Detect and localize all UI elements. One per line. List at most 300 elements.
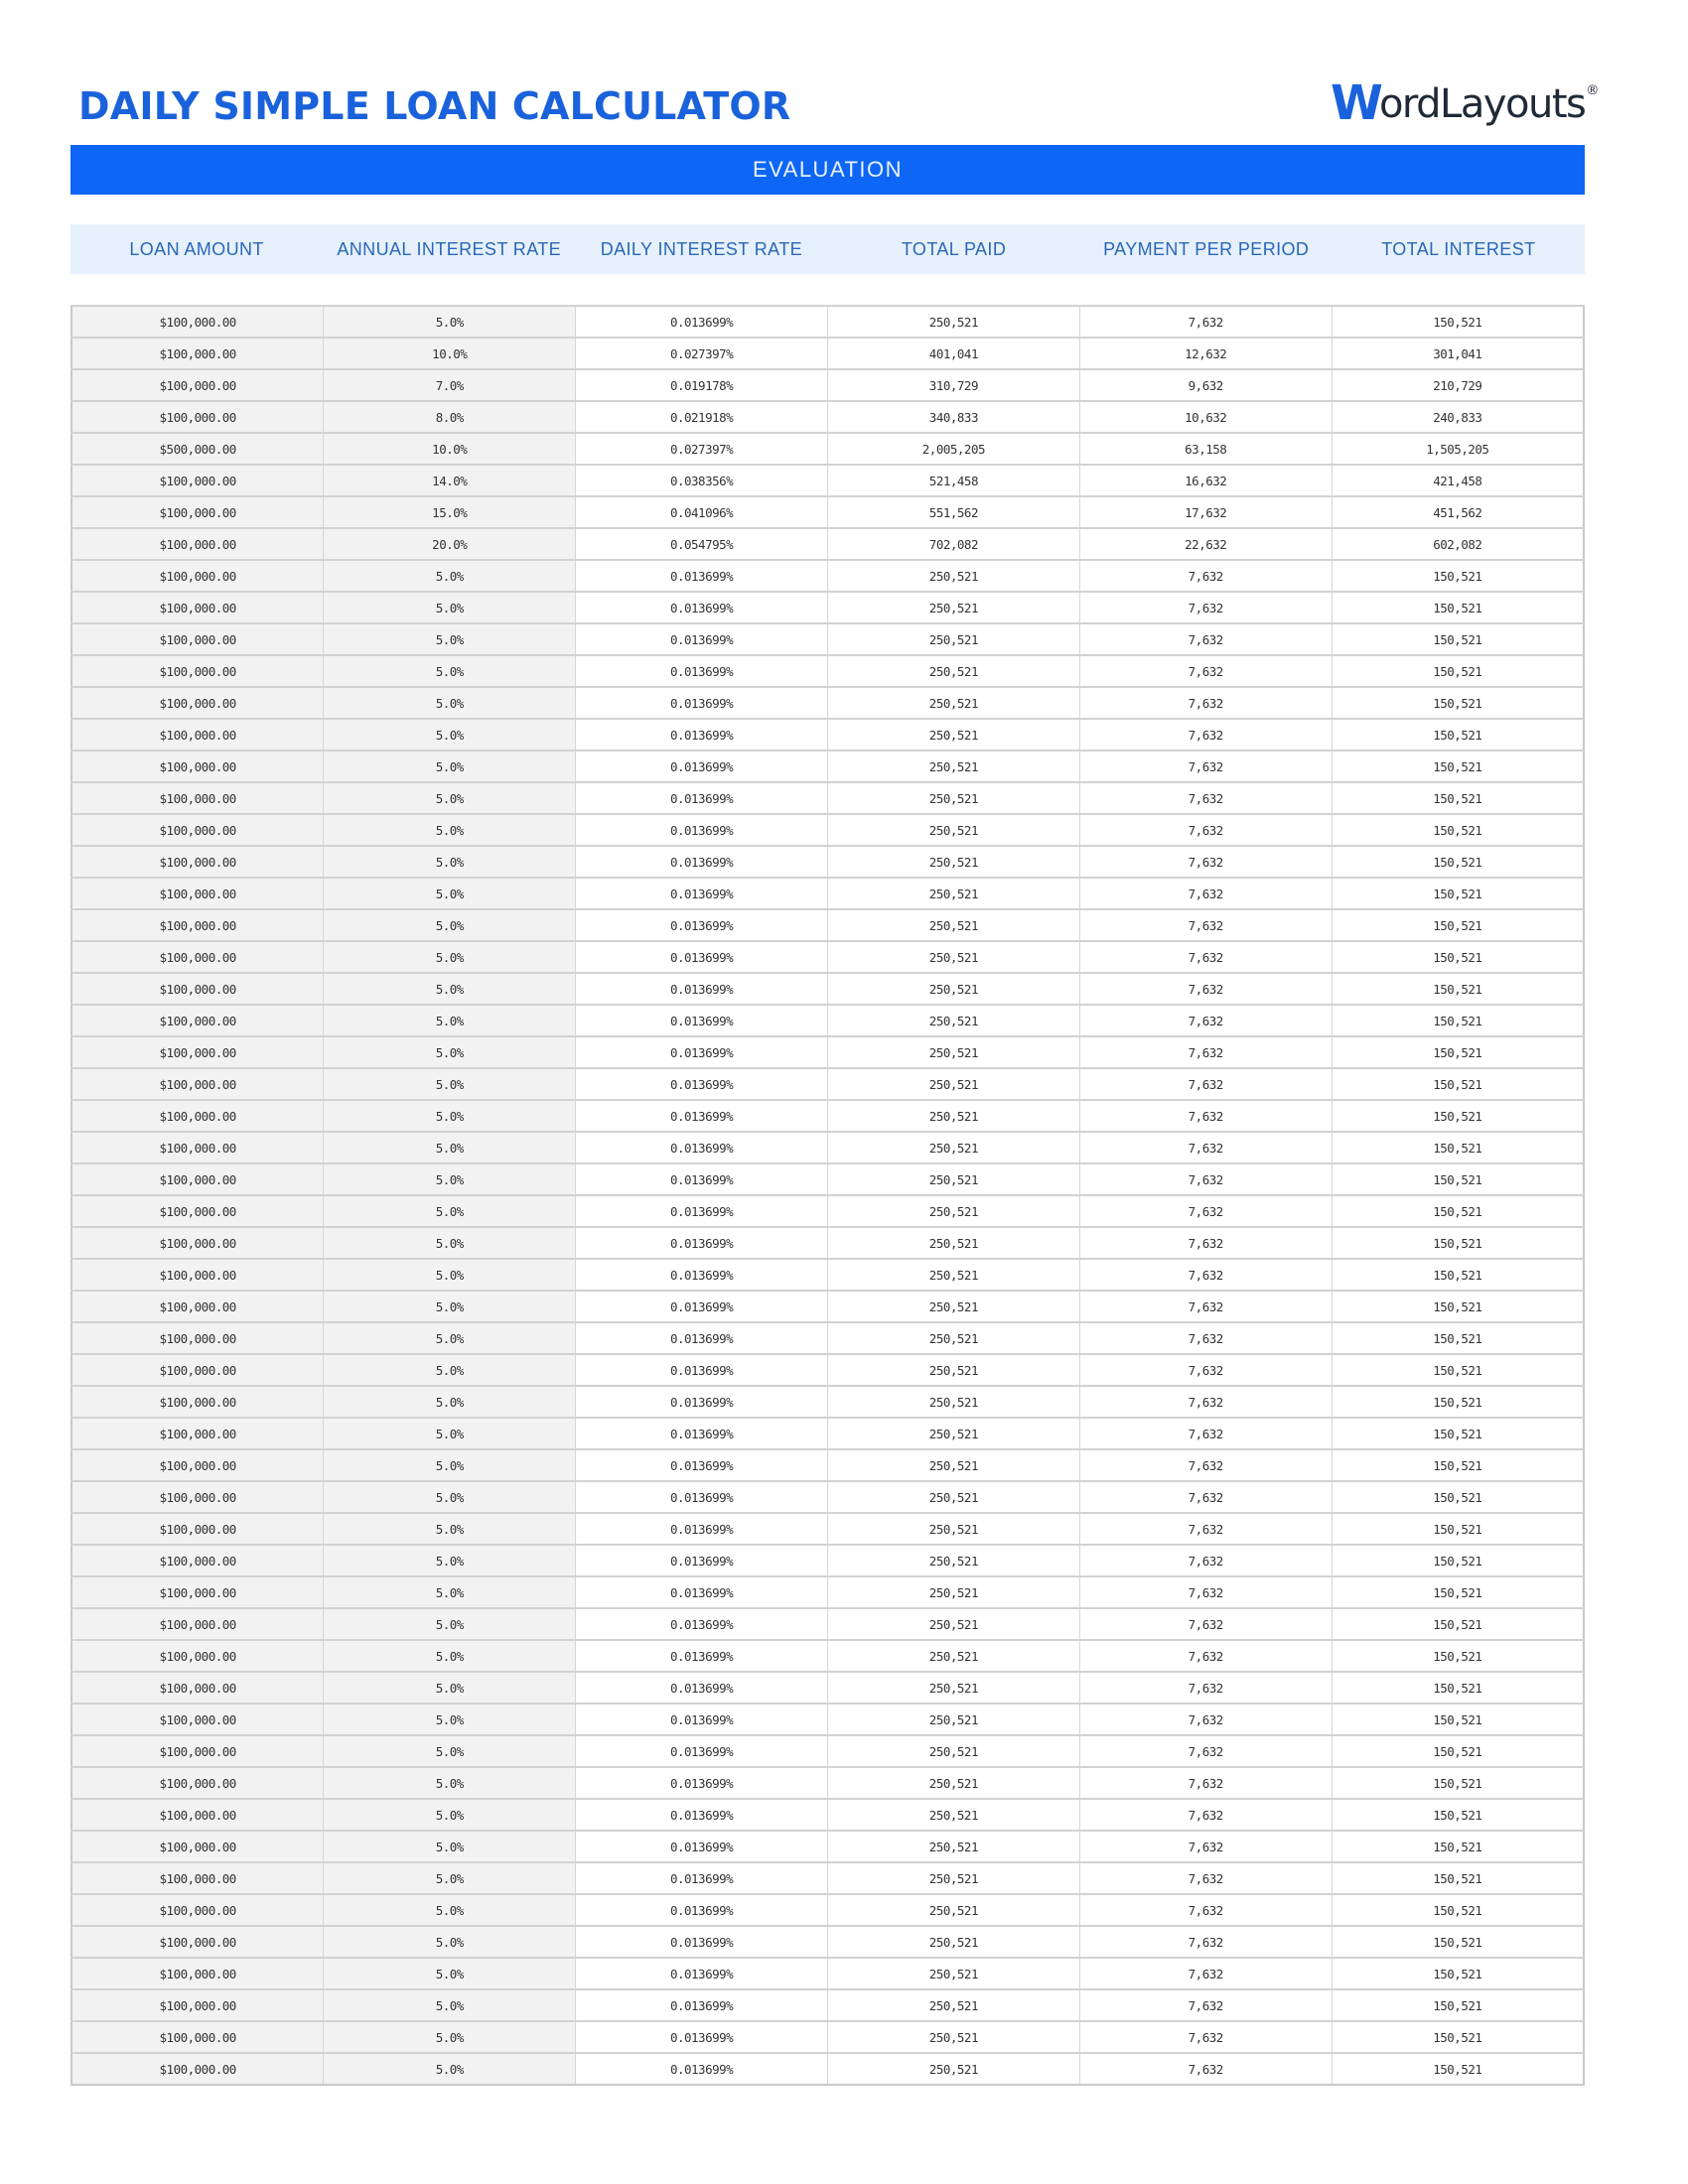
total-paid-cell[interactable]: 250,521	[827, 1322, 1079, 1354]
daily-rate-cell[interactable]: 0.013699%	[576, 782, 828, 814]
daily-rate-cell[interactable]: 0.013699%	[576, 1799, 828, 1831]
annual-rate-cell[interactable]: 5.0%	[324, 751, 576, 782]
total-paid-cell[interactable]: 250,521	[827, 878, 1079, 909]
annual-rate-cell[interactable]: 5.0%	[324, 1831, 576, 1862]
annual-rate-cell[interactable]: 8.0%	[324, 401, 576, 433]
annual-rate-cell[interactable]: 5.0%	[324, 1259, 576, 1291]
total-paid-cell[interactable]: 340,833	[827, 401, 1079, 433]
loan-amount-cell[interactable]: $100,000.00	[71, 1354, 324, 1386]
annual-rate-cell[interactable]: 5.0%	[324, 1132, 576, 1163]
daily-rate-cell[interactable]: 0.013699%	[576, 846, 828, 878]
daily-rate-cell[interactable]: 0.054795%	[576, 528, 828, 560]
total-interest-cell[interactable]: 150,521	[1332, 687, 1584, 719]
total-interest-cell[interactable]: 150,521	[1332, 1831, 1584, 1862]
payment-per-period-cell[interactable]: 7,632	[1079, 909, 1332, 941]
loan-amount-cell[interactable]: $100,000.00	[71, 1005, 324, 1036]
total-paid-cell[interactable]: 250,521	[827, 1132, 1079, 1163]
payment-per-period-cell[interactable]: 7,632	[1079, 814, 1332, 846]
total-paid-cell[interactable]: 250,521	[827, 1831, 1079, 1862]
loan-amount-cell[interactable]: $100,000.00	[71, 1672, 324, 1704]
payment-per-period-cell[interactable]: 7,632	[1079, 560, 1332, 592]
loan-amount-cell[interactable]: $100,000.00	[71, 878, 324, 909]
payment-per-period-cell[interactable]: 7,632	[1079, 719, 1332, 751]
daily-rate-cell[interactable]: 0.021918%	[576, 401, 828, 433]
total-paid-cell[interactable]: 310,729	[827, 369, 1079, 401]
payment-per-period-cell[interactable]: 7,632	[1079, 1672, 1332, 1704]
annual-rate-cell[interactable]: 5.0%	[324, 941, 576, 973]
annual-rate-cell[interactable]: 5.0%	[324, 782, 576, 814]
total-paid-cell[interactable]: 250,521	[827, 1005, 1079, 1036]
total-interest-cell[interactable]: 150,521	[1332, 782, 1584, 814]
payment-per-period-cell[interactable]: 7,632	[1079, 973, 1332, 1005]
loan-amount-cell[interactable]: $100,000.00	[71, 528, 324, 560]
daily-rate-cell[interactable]: 0.013699%	[576, 909, 828, 941]
loan-amount-cell[interactable]: $100,000.00	[71, 1958, 324, 1989]
payment-per-period-cell[interactable]: 16,632	[1079, 465, 1332, 496]
payment-per-period-cell[interactable]: 7,632	[1079, 1989, 1332, 2021]
daily-rate-cell[interactable]: 0.013699%	[576, 1291, 828, 1322]
total-interest-cell[interactable]: 150,521	[1332, 1672, 1584, 1704]
total-interest-cell[interactable]: 150,521	[1332, 1799, 1584, 1831]
total-interest-cell[interactable]: 150,521	[1332, 592, 1584, 623]
total-interest-cell[interactable]: 150,521	[1332, 1576, 1584, 1608]
total-paid-cell[interactable]: 250,521	[827, 719, 1079, 751]
loan-amount-cell[interactable]: $100,000.00	[71, 1640, 324, 1672]
total-paid-cell[interactable]: 250,521	[827, 560, 1079, 592]
loan-amount-cell[interactable]: $100,000.00	[71, 1418, 324, 1449]
daily-rate-cell[interactable]: 0.013699%	[576, 623, 828, 655]
annual-rate-cell[interactable]: 5.0%	[324, 1862, 576, 1894]
loan-amount-cell[interactable]: $100,000.00	[71, 687, 324, 719]
total-paid-cell[interactable]: 250,521	[827, 1100, 1079, 1132]
total-paid-cell[interactable]: 250,521	[827, 751, 1079, 782]
daily-rate-cell[interactable]: 0.013699%	[576, 1195, 828, 1227]
daily-rate-cell[interactable]: 0.013699%	[576, 1418, 828, 1449]
total-paid-cell[interactable]: 250,521	[827, 1989, 1079, 2021]
loan-amount-cell[interactable]: $100,000.00	[71, 1831, 324, 1862]
annual-rate-cell[interactable]: 5.0%	[324, 1989, 576, 2021]
payment-per-period-cell[interactable]: 7,632	[1079, 687, 1332, 719]
loan-amount-cell[interactable]: $100,000.00	[71, 909, 324, 941]
annual-rate-cell[interactable]: 5.0%	[324, 1481, 576, 1513]
total-paid-cell[interactable]: 250,521	[827, 1481, 1079, 1513]
total-paid-cell[interactable]: 551,562	[827, 496, 1079, 528]
total-interest-cell[interactable]: 240,833	[1332, 401, 1584, 433]
annual-rate-cell[interactable]: 5.0%	[324, 655, 576, 687]
total-paid-cell[interactable]: 250,521	[827, 1894, 1079, 1926]
total-interest-cell[interactable]: 150,521	[1332, 1259, 1584, 1291]
annual-rate-cell[interactable]: 5.0%	[324, 623, 576, 655]
loan-amount-cell[interactable]: $100,000.00	[71, 1704, 324, 1735]
payment-per-period-cell[interactable]: 12,632	[1079, 338, 1332, 369]
daily-rate-cell[interactable]: 0.013699%	[576, 1545, 828, 1576]
loan-amount-cell[interactable]: $100,000.00	[71, 1195, 324, 1227]
annual-rate-cell[interactable]: 5.0%	[324, 1354, 576, 1386]
annual-rate-cell[interactable]: 5.0%	[324, 1100, 576, 1132]
daily-rate-cell[interactable]: 0.013699%	[576, 306, 828, 338]
payment-per-period-cell[interactable]: 7,632	[1079, 2053, 1332, 2085]
total-paid-cell[interactable]: 250,521	[827, 973, 1079, 1005]
total-interest-cell[interactable]: 150,521	[1332, 1767, 1584, 1799]
total-paid-cell[interactable]: 401,041	[827, 338, 1079, 369]
total-paid-cell[interactable]: 250,521	[827, 909, 1079, 941]
payment-per-period-cell[interactable]: 7,632	[1079, 878, 1332, 909]
loan-amount-cell[interactable]: $100,000.00	[71, 973, 324, 1005]
loan-amount-cell[interactable]: $100,000.00	[71, 1322, 324, 1354]
total-interest-cell[interactable]: 150,521	[1332, 2021, 1584, 2053]
total-interest-cell[interactable]: 602,082	[1332, 528, 1584, 560]
loan-amount-cell[interactable]: $100,000.00	[71, 1481, 324, 1513]
loan-amount-cell[interactable]: $100,000.00	[71, 1767, 324, 1799]
payment-per-period-cell[interactable]: 7,632	[1079, 941, 1332, 973]
daily-rate-cell[interactable]: 0.013699%	[576, 1481, 828, 1513]
total-interest-cell[interactable]: 150,521	[1332, 1704, 1584, 1735]
daily-rate-cell[interactable]: 0.027397%	[576, 433, 828, 465]
annual-rate-cell[interactable]: 5.0%	[324, 1291, 576, 1322]
daily-rate-cell[interactable]: 0.013699%	[576, 1831, 828, 1862]
total-interest-cell[interactable]: 150,521	[1332, 751, 1584, 782]
annual-rate-cell[interactable]: 5.0%	[324, 560, 576, 592]
annual-rate-cell[interactable]: 5.0%	[324, 1608, 576, 1640]
total-paid-cell[interactable]: 250,521	[827, 1767, 1079, 1799]
annual-rate-cell[interactable]: 5.0%	[324, 1386, 576, 1418]
loan-amount-cell[interactable]: $100,000.00	[71, 1227, 324, 1259]
payment-per-period-cell[interactable]: 7,632	[1079, 1608, 1332, 1640]
daily-rate-cell[interactable]: 0.013699%	[576, 1894, 828, 1926]
loan-amount-cell[interactable]: $100,000.00	[71, 592, 324, 623]
payment-per-period-cell[interactable]: 7,632	[1079, 1100, 1332, 1132]
total-paid-cell[interactable]: 250,521	[827, 1259, 1079, 1291]
total-paid-cell[interactable]: 250,521	[827, 1449, 1079, 1481]
payment-per-period-cell[interactable]: 7,632	[1079, 1640, 1332, 1672]
annual-rate-cell[interactable]: 5.0%	[324, 1418, 576, 1449]
payment-per-period-cell[interactable]: 7,632	[1079, 1513, 1332, 1545]
daily-rate-cell[interactable]: 0.013699%	[576, 655, 828, 687]
loan-amount-cell[interactable]: $100,000.00	[71, 1576, 324, 1608]
total-paid-cell[interactable]: 250,521	[827, 592, 1079, 623]
payment-per-period-cell[interactable]: 17,632	[1079, 496, 1332, 528]
total-interest-cell[interactable]: 301,041	[1332, 338, 1584, 369]
total-paid-cell[interactable]: 250,521	[827, 1958, 1079, 1989]
total-paid-cell[interactable]: 250,521	[827, 1195, 1079, 1227]
payment-per-period-cell[interactable]: 7,632	[1079, 846, 1332, 878]
daily-rate-cell[interactable]: 0.013699%	[576, 1989, 828, 2021]
payment-per-period-cell[interactable]: 7,632	[1079, 1449, 1332, 1481]
annual-rate-cell[interactable]: 5.0%	[324, 909, 576, 941]
total-interest-cell[interactable]: 150,521	[1332, 1100, 1584, 1132]
daily-rate-cell[interactable]: 0.013699%	[576, 751, 828, 782]
daily-rate-cell[interactable]: 0.013699%	[576, 1640, 828, 1672]
loan-amount-cell[interactable]: $100,000.00	[71, 1291, 324, 1322]
loan-amount-cell[interactable]: $100,000.00	[71, 401, 324, 433]
total-interest-cell[interactable]: 150,521	[1332, 1513, 1584, 1545]
payment-per-period-cell[interactable]: 7,632	[1079, 1386, 1332, 1418]
payment-per-period-cell[interactable]: 7,632	[1079, 1005, 1332, 1036]
daily-rate-cell[interactable]: 0.019178%	[576, 369, 828, 401]
daily-rate-cell[interactable]: 0.013699%	[576, 1862, 828, 1894]
loan-amount-cell[interactable]: $100,000.00	[71, 560, 324, 592]
payment-per-period-cell[interactable]: 7,632	[1079, 2021, 1332, 2053]
annual-rate-cell[interactable]: 5.0%	[324, 878, 576, 909]
total-interest-cell[interactable]: 150,521	[1332, 973, 1584, 1005]
total-paid-cell[interactable]: 521,458	[827, 465, 1079, 496]
total-paid-cell[interactable]: 250,521	[827, 1862, 1079, 1894]
daily-rate-cell[interactable]: 0.013699%	[576, 1576, 828, 1608]
total-interest-cell[interactable]: 150,521	[1332, 719, 1584, 751]
total-paid-cell[interactable]: 250,521	[827, 846, 1079, 878]
loan-amount-cell[interactable]: $100,000.00	[71, 1036, 324, 1068]
total-interest-cell[interactable]: 150,521	[1332, 1989, 1584, 2021]
daily-rate-cell[interactable]: 0.013699%	[576, 814, 828, 846]
daily-rate-cell[interactable]: 0.013699%	[576, 687, 828, 719]
loan-amount-cell[interactable]: $100,000.00	[71, 1926, 324, 1958]
daily-rate-cell[interactable]: 0.013699%	[576, 1704, 828, 1735]
daily-rate-cell[interactable]: 0.013699%	[576, 1036, 828, 1068]
annual-rate-cell[interactable]: 5.0%	[324, 1704, 576, 1735]
annual-rate-cell[interactable]: 5.0%	[324, 1958, 576, 1989]
daily-rate-cell[interactable]: 0.013699%	[576, 1513, 828, 1545]
total-interest-cell[interactable]: 451,562	[1332, 496, 1584, 528]
annual-rate-cell[interactable]: 5.0%	[324, 1449, 576, 1481]
daily-rate-cell[interactable]: 0.013699%	[576, 1132, 828, 1163]
total-interest-cell[interactable]: 150,521	[1332, 1005, 1584, 1036]
total-paid-cell[interactable]: 250,521	[827, 1354, 1079, 1386]
annual-rate-cell[interactable]: 5.0%	[324, 1672, 576, 1704]
loan-amount-cell[interactable]: $100,000.00	[71, 1449, 324, 1481]
loan-amount-cell[interactable]: $100,000.00	[71, 1799, 324, 1831]
loan-amount-cell[interactable]: $100,000.00	[71, 1862, 324, 1894]
payment-per-period-cell[interactable]: 7,632	[1079, 1068, 1332, 1100]
loan-amount-cell[interactable]: $100,000.00	[71, 623, 324, 655]
payment-per-period-cell[interactable]: 7,632	[1079, 1767, 1332, 1799]
total-interest-cell[interactable]: 150,521	[1332, 306, 1584, 338]
annual-rate-cell[interactable]: 5.0%	[324, 1926, 576, 1958]
total-interest-cell[interactable]: 150,521	[1332, 846, 1584, 878]
total-interest-cell[interactable]: 150,521	[1332, 623, 1584, 655]
loan-amount-cell[interactable]: $100,000.00	[71, 1513, 324, 1545]
total-paid-cell[interactable]: 250,521	[827, 1672, 1079, 1704]
daily-rate-cell[interactable]: 0.013699%	[576, 719, 828, 751]
payment-per-period-cell[interactable]: 7,632	[1079, 1831, 1332, 1862]
annual-rate-cell[interactable]: 5.0%	[324, 1036, 576, 1068]
total-interest-cell[interactable]: 150,521	[1332, 1545, 1584, 1576]
total-paid-cell[interactable]: 250,521	[827, 1640, 1079, 1672]
loan-amount-cell[interactable]: $100,000.00	[71, 846, 324, 878]
total-interest-cell[interactable]: 150,521	[1332, 1418, 1584, 1449]
loan-amount-cell[interactable]: $100,000.00	[71, 1259, 324, 1291]
payment-per-period-cell[interactable]: 7,632	[1079, 751, 1332, 782]
loan-amount-cell[interactable]: $100,000.00	[71, 306, 324, 338]
payment-per-period-cell[interactable]: 22,632	[1079, 528, 1332, 560]
payment-per-period-cell[interactable]: 63,158	[1079, 433, 1332, 465]
total-interest-cell[interactable]: 150,521	[1332, 814, 1584, 846]
daily-rate-cell[interactable]: 0.027397%	[576, 338, 828, 369]
payment-per-period-cell[interactable]: 7,632	[1079, 1418, 1332, 1449]
payment-per-period-cell[interactable]: 7,632	[1079, 1227, 1332, 1259]
total-paid-cell[interactable]: 2,005,205	[827, 433, 1079, 465]
daily-rate-cell[interactable]: 0.013699%	[576, 560, 828, 592]
total-interest-cell[interactable]: 150,521	[1332, 1926, 1584, 1958]
total-paid-cell[interactable]: 250,521	[827, 1513, 1079, 1545]
total-paid-cell[interactable]: 250,521	[827, 1386, 1079, 1418]
payment-per-period-cell[interactable]: 7,632	[1079, 1322, 1332, 1354]
loan-amount-cell[interactable]: $100,000.00	[71, 2021, 324, 2053]
annual-rate-cell[interactable]: 5.0%	[324, 1735, 576, 1767]
daily-rate-cell[interactable]: 0.013699%	[576, 1386, 828, 1418]
total-paid-cell[interactable]: 250,521	[827, 1704, 1079, 1735]
payment-per-period-cell[interactable]: 7,632	[1079, 1259, 1332, 1291]
daily-rate-cell[interactable]: 0.013699%	[576, 2053, 828, 2085]
total-interest-cell[interactable]: 150,521	[1332, 1291, 1584, 1322]
daily-rate-cell[interactable]: 0.013699%	[576, 1449, 828, 1481]
annual-rate-cell[interactable]: 5.0%	[324, 1576, 576, 1608]
annual-rate-cell[interactable]: 15.0%	[324, 496, 576, 528]
total-interest-cell[interactable]: 150,521	[1332, 1227, 1584, 1259]
annual-rate-cell[interactable]: 5.0%	[324, 306, 576, 338]
total-paid-cell[interactable]: 250,521	[827, 1576, 1079, 1608]
payment-per-period-cell[interactable]: 7,632	[1079, 1195, 1332, 1227]
annual-rate-cell[interactable]: 5.0%	[324, 1640, 576, 1672]
total-paid-cell[interactable]: 250,521	[827, 1735, 1079, 1767]
total-interest-cell[interactable]: 150,521	[1332, 909, 1584, 941]
loan-amount-cell[interactable]: $100,000.00	[71, 1545, 324, 1576]
total-paid-cell[interactable]: 250,521	[827, 687, 1079, 719]
daily-rate-cell[interactable]: 0.013699%	[576, 1608, 828, 1640]
annual-rate-cell[interactable]: 5.0%	[324, 1195, 576, 1227]
annual-rate-cell[interactable]: 5.0%	[324, 719, 576, 751]
loan-amount-cell[interactable]: $100,000.00	[71, 338, 324, 369]
loan-amount-cell[interactable]: $100,000.00	[71, 751, 324, 782]
annual-rate-cell[interactable]: 20.0%	[324, 528, 576, 560]
annual-rate-cell[interactable]: 5.0%	[324, 1005, 576, 1036]
daily-rate-cell[interactable]: 0.013699%	[576, 1100, 828, 1132]
annual-rate-cell[interactable]: 5.0%	[324, 1322, 576, 1354]
annual-rate-cell[interactable]: 5.0%	[324, 592, 576, 623]
total-interest-cell[interactable]: 150,521	[1332, 1036, 1584, 1068]
loan-amount-cell[interactable]: $100,000.00	[71, 1132, 324, 1163]
annual-rate-cell[interactable]: 5.0%	[324, 1799, 576, 1831]
total-paid-cell[interactable]: 250,521	[827, 1227, 1079, 1259]
loan-amount-cell[interactable]: $100,000.00	[71, 1735, 324, 1767]
annual-rate-cell[interactable]: 5.0%	[324, 1227, 576, 1259]
annual-rate-cell[interactable]: 14.0%	[324, 465, 576, 496]
annual-rate-cell[interactable]: 10.0%	[324, 433, 576, 465]
loan-amount-cell[interactable]: $100,000.00	[71, 496, 324, 528]
payment-per-period-cell[interactable]: 7,632	[1079, 1958, 1332, 1989]
total-paid-cell[interactable]: 250,521	[827, 2053, 1079, 2085]
annual-rate-cell[interactable]: 5.0%	[324, 2021, 576, 2053]
total-interest-cell[interactable]: 150,521	[1332, 1894, 1584, 1926]
payment-per-period-cell[interactable]: 7,632	[1079, 1354, 1332, 1386]
payment-per-period-cell[interactable]: 7,632	[1079, 1735, 1332, 1767]
loan-amount-cell[interactable]: $500,000.00	[71, 433, 324, 465]
total-interest-cell[interactable]: 150,521	[1332, 1449, 1584, 1481]
daily-rate-cell[interactable]: 0.013699%	[576, 2021, 828, 2053]
total-paid-cell[interactable]: 250,521	[827, 814, 1079, 846]
loan-amount-cell[interactable]: $100,000.00	[71, 1386, 324, 1418]
total-interest-cell[interactable]: 150,521	[1332, 878, 1584, 909]
total-paid-cell[interactable]: 250,521	[827, 2021, 1079, 2053]
daily-rate-cell[interactable]: 0.013699%	[576, 1926, 828, 1958]
annual-rate-cell[interactable]: 5.0%	[324, 687, 576, 719]
daily-rate-cell[interactable]: 0.013699%	[576, 878, 828, 909]
payment-per-period-cell[interactable]: 7,632	[1079, 1799, 1332, 1831]
daily-rate-cell[interactable]: 0.013699%	[576, 1163, 828, 1195]
annual-rate-cell[interactable]: 5.0%	[324, 1767, 576, 1799]
total-interest-cell[interactable]: 150,521	[1332, 1132, 1584, 1163]
total-interest-cell[interactable]: 150,521	[1332, 1163, 1584, 1195]
loan-amount-cell[interactable]: $100,000.00	[71, 369, 324, 401]
daily-rate-cell[interactable]: 0.013699%	[576, 1354, 828, 1386]
payment-per-period-cell[interactable]: 7,632	[1079, 1576, 1332, 1608]
total-paid-cell[interactable]: 250,521	[827, 655, 1079, 687]
payment-per-period-cell[interactable]: 7,632	[1079, 1036, 1332, 1068]
payment-per-period-cell[interactable]: 7,632	[1079, 623, 1332, 655]
daily-rate-cell[interactable]: 0.013699%	[576, 1259, 828, 1291]
loan-amount-cell[interactable]: $100,000.00	[71, 1100, 324, 1132]
total-interest-cell[interactable]: 150,521	[1332, 1481, 1584, 1513]
annual-rate-cell[interactable]: 5.0%	[324, 1068, 576, 1100]
loan-amount-cell[interactable]: $100,000.00	[71, 1163, 324, 1195]
total-paid-cell[interactable]: 250,521	[827, 1163, 1079, 1195]
total-interest-cell[interactable]: 150,521	[1332, 941, 1584, 973]
daily-rate-cell[interactable]: 0.013699%	[576, 1735, 828, 1767]
total-interest-cell[interactable]: 150,521	[1332, 1608, 1584, 1640]
payment-per-period-cell[interactable]: 7,632	[1079, 592, 1332, 623]
daily-rate-cell[interactable]: 0.013699%	[576, 1005, 828, 1036]
loan-amount-cell[interactable]: $100,000.00	[71, 655, 324, 687]
annual-rate-cell[interactable]: 10.0%	[324, 338, 576, 369]
loan-amount-cell[interactable]: $100,000.00	[71, 814, 324, 846]
annual-rate-cell[interactable]: 5.0%	[324, 2053, 576, 2085]
loan-amount-cell[interactable]: $100,000.00	[71, 1989, 324, 2021]
total-interest-cell[interactable]: 150,521	[1332, 1862, 1584, 1894]
total-paid-cell[interactable]: 702,082	[827, 528, 1079, 560]
payment-per-period-cell[interactable]: 7,632	[1079, 655, 1332, 687]
loan-amount-cell[interactable]: $100,000.00	[71, 941, 324, 973]
payment-per-period-cell[interactable]: 7,632	[1079, 1163, 1332, 1195]
total-interest-cell[interactable]: 150,521	[1332, 1640, 1584, 1672]
daily-rate-cell[interactable]: 0.013699%	[576, 973, 828, 1005]
total-paid-cell[interactable]: 250,521	[827, 1608, 1079, 1640]
annual-rate-cell[interactable]: 5.0%	[324, 1545, 576, 1576]
loan-amount-cell[interactable]: $100,000.00	[71, 1608, 324, 1640]
total-interest-cell[interactable]: 150,521	[1332, 560, 1584, 592]
total-paid-cell[interactable]: 250,521	[827, 782, 1079, 814]
daily-rate-cell[interactable]: 0.013699%	[576, 941, 828, 973]
annual-rate-cell[interactable]: 5.0%	[324, 1513, 576, 1545]
payment-per-period-cell[interactable]: 7,632	[1079, 1291, 1332, 1322]
annual-rate-cell[interactable]: 5.0%	[324, 973, 576, 1005]
loan-amount-cell[interactable]: $100,000.00	[71, 782, 324, 814]
total-interest-cell[interactable]: 150,521	[1332, 1958, 1584, 1989]
daily-rate-cell[interactable]: 0.013699%	[576, 592, 828, 623]
payment-per-period-cell[interactable]: 7,632	[1079, 306, 1332, 338]
total-interest-cell[interactable]: 210,729	[1332, 369, 1584, 401]
total-interest-cell[interactable]: 150,521	[1332, 1386, 1584, 1418]
total-paid-cell[interactable]: 250,521	[827, 1291, 1079, 1322]
payment-per-period-cell[interactable]: 9,632	[1079, 369, 1332, 401]
annual-rate-cell[interactable]: 5.0%	[324, 846, 576, 878]
total-interest-cell[interactable]: 150,521	[1332, 2053, 1584, 2085]
loan-amount-cell[interactable]: $100,000.00	[71, 1894, 324, 1926]
total-paid-cell[interactable]: 250,521	[827, 1545, 1079, 1576]
payment-per-period-cell[interactable]: 7,632	[1079, 1481, 1332, 1513]
total-interest-cell[interactable]: 150,521	[1332, 655, 1584, 687]
payment-per-period-cell[interactable]: 7,632	[1079, 1132, 1332, 1163]
total-paid-cell[interactable]: 250,521	[827, 1926, 1079, 1958]
payment-per-period-cell[interactable]: 7,632	[1079, 1894, 1332, 1926]
